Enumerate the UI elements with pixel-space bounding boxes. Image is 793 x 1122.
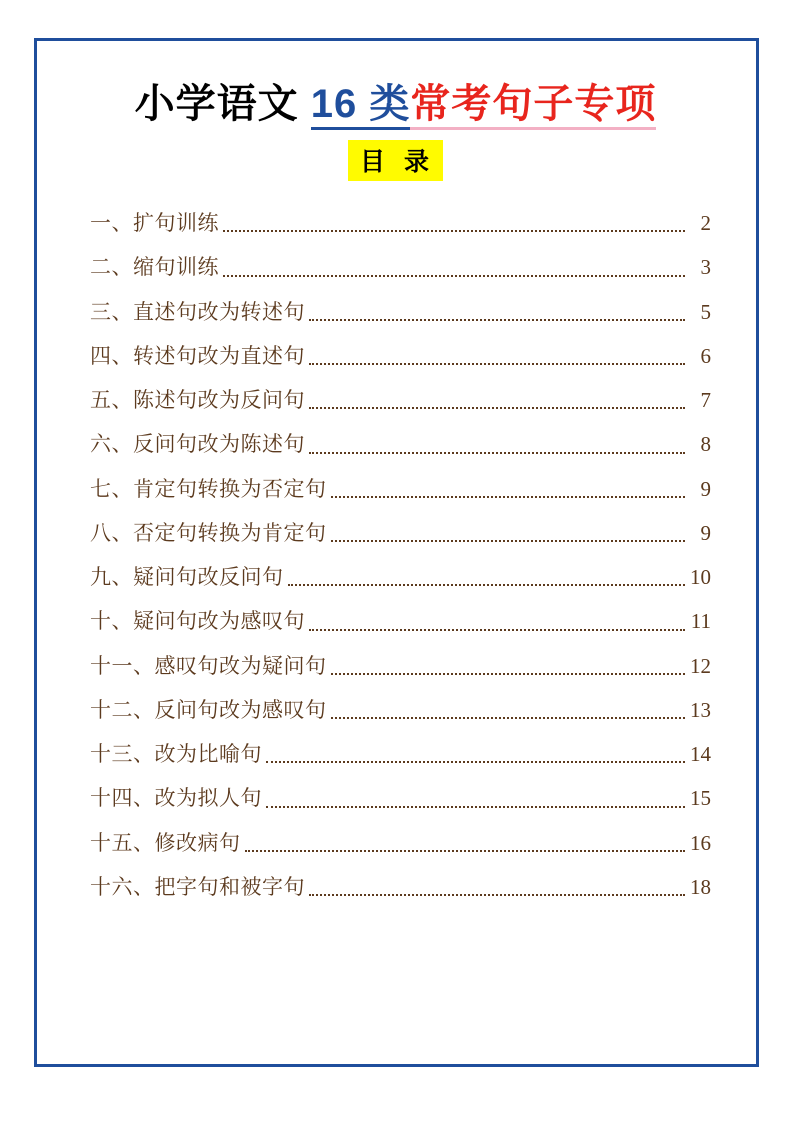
toc-entry[interactable] <box>90 732 711 776</box>
toc-entry-page: 9 <box>700 520 711 545</box>
toc-entry-label: 十六、把字句和被字句 <box>90 874 305 899</box>
toc-entry[interactable] <box>90 334 711 378</box>
toc-entry[interactable] <box>90 644 711 688</box>
toc-entry-page: 8 <box>700 432 711 457</box>
toc-leader-dots <box>331 539 686 542</box>
toc-entry-page: 14 <box>690 742 711 766</box>
toc-entry-label: 十三、改为比喻句 <box>90 742 262 766</box>
toc-entry-page: 15 <box>690 786 711 811</box>
toc-leader-dots <box>288 583 686 586</box>
toc-leader-dots <box>309 362 685 365</box>
toc-entry-page: 5 <box>700 299 711 324</box>
toc-entry-label: 九、疑问句改反问句 <box>90 565 284 589</box>
toc-leader-dots <box>223 229 685 232</box>
subtitle-container <box>74 140 717 181</box>
toc-entry-label: 四、转述句改为直述句 <box>90 343 305 368</box>
title-part-blue: 16 类 <box>311 82 411 130</box>
toc-entry-page: 10 <box>690 565 711 589</box>
toc-leader-dots <box>331 716 686 719</box>
toc-entry-label: 十一、感叹句改为疑问句 <box>90 653 327 678</box>
toc-entry-label: 十二、反问句改为感叹句 <box>90 697 327 722</box>
toc-leader-dots <box>266 805 685 808</box>
toc-entry[interactable] <box>90 688 711 732</box>
toc-entry[interactable] <box>90 467 711 511</box>
toc-leader-dots <box>223 274 685 277</box>
toc-entry[interactable] <box>90 865 711 909</box>
toc-entry-label: 十五、修改病句 <box>90 830 241 855</box>
toc-leader-dots <box>331 495 686 498</box>
page-content <box>30 36 763 909</box>
toc-entry-page: 2 <box>700 211 711 235</box>
toc-entry-page: 9 <box>700 476 711 501</box>
toc-entry-label: 二、缩句训练 <box>90 255 219 280</box>
table-of-contents <box>74 201 717 909</box>
toc-entry-page: 3 <box>700 255 711 280</box>
toc-entry[interactable] <box>90 245 711 289</box>
toc-leader-dots <box>266 760 685 763</box>
toc-entry-label: 三、直述句改为转述句 <box>90 299 305 324</box>
toc-entry-page: 18 <box>690 874 711 899</box>
toc-leader-dots <box>309 451 685 454</box>
toc-entry-page: 13 <box>690 697 711 722</box>
toc-entry-label: 七、肯定句转换为否定句 <box>90 476 327 501</box>
toc-entry-page: 7 <box>700 388 711 412</box>
toc-entry-page: 12 <box>690 653 711 678</box>
toc-entry[interactable] <box>90 201 711 245</box>
title-part-red: 常考句子专项 <box>410 82 656 130</box>
title-part-black: 小学语文 <box>134 82 311 126</box>
toc-entry[interactable] <box>90 290 711 334</box>
toc-entry[interactable] <box>90 821 711 865</box>
toc-entry[interactable] <box>90 599 711 643</box>
toc-entry[interactable] <box>90 776 711 820</box>
toc-entry[interactable] <box>90 422 711 466</box>
toc-leader-dots <box>331 672 686 675</box>
toc-leader-dots <box>245 849 686 852</box>
toc-leader-dots <box>309 893 685 896</box>
toc-entry[interactable] <box>90 511 711 555</box>
toc-entry-page: 6 <box>700 343 711 368</box>
toc-entry-label: 六、反问句改为陈述句 <box>90 432 305 457</box>
toc-entry[interactable] <box>90 555 711 599</box>
toc-entry-label: 五、陈述句改为反问句 <box>90 388 305 412</box>
toc-leader-dots <box>309 406 685 409</box>
toc-entry-label: 一、扩句训练 <box>90 211 219 235</box>
toc-leader-dots <box>309 318 685 321</box>
toc-entry-label: 十、疑问句改为感叹句 <box>90 609 305 634</box>
toc-leader-dots <box>309 628 685 631</box>
toc-entry-page: 11 <box>690 609 711 634</box>
page-title <box>74 82 717 126</box>
toc-entry-label: 八、否定句转换为肯定句 <box>90 520 327 545</box>
toc-entry-label: 十四、改为拟人句 <box>90 786 262 811</box>
subtitle-contents-heading: 目 录 <box>348 140 443 181</box>
toc-entry-page: 16 <box>690 830 711 855</box>
toc-entry[interactable] <box>90 378 711 422</box>
